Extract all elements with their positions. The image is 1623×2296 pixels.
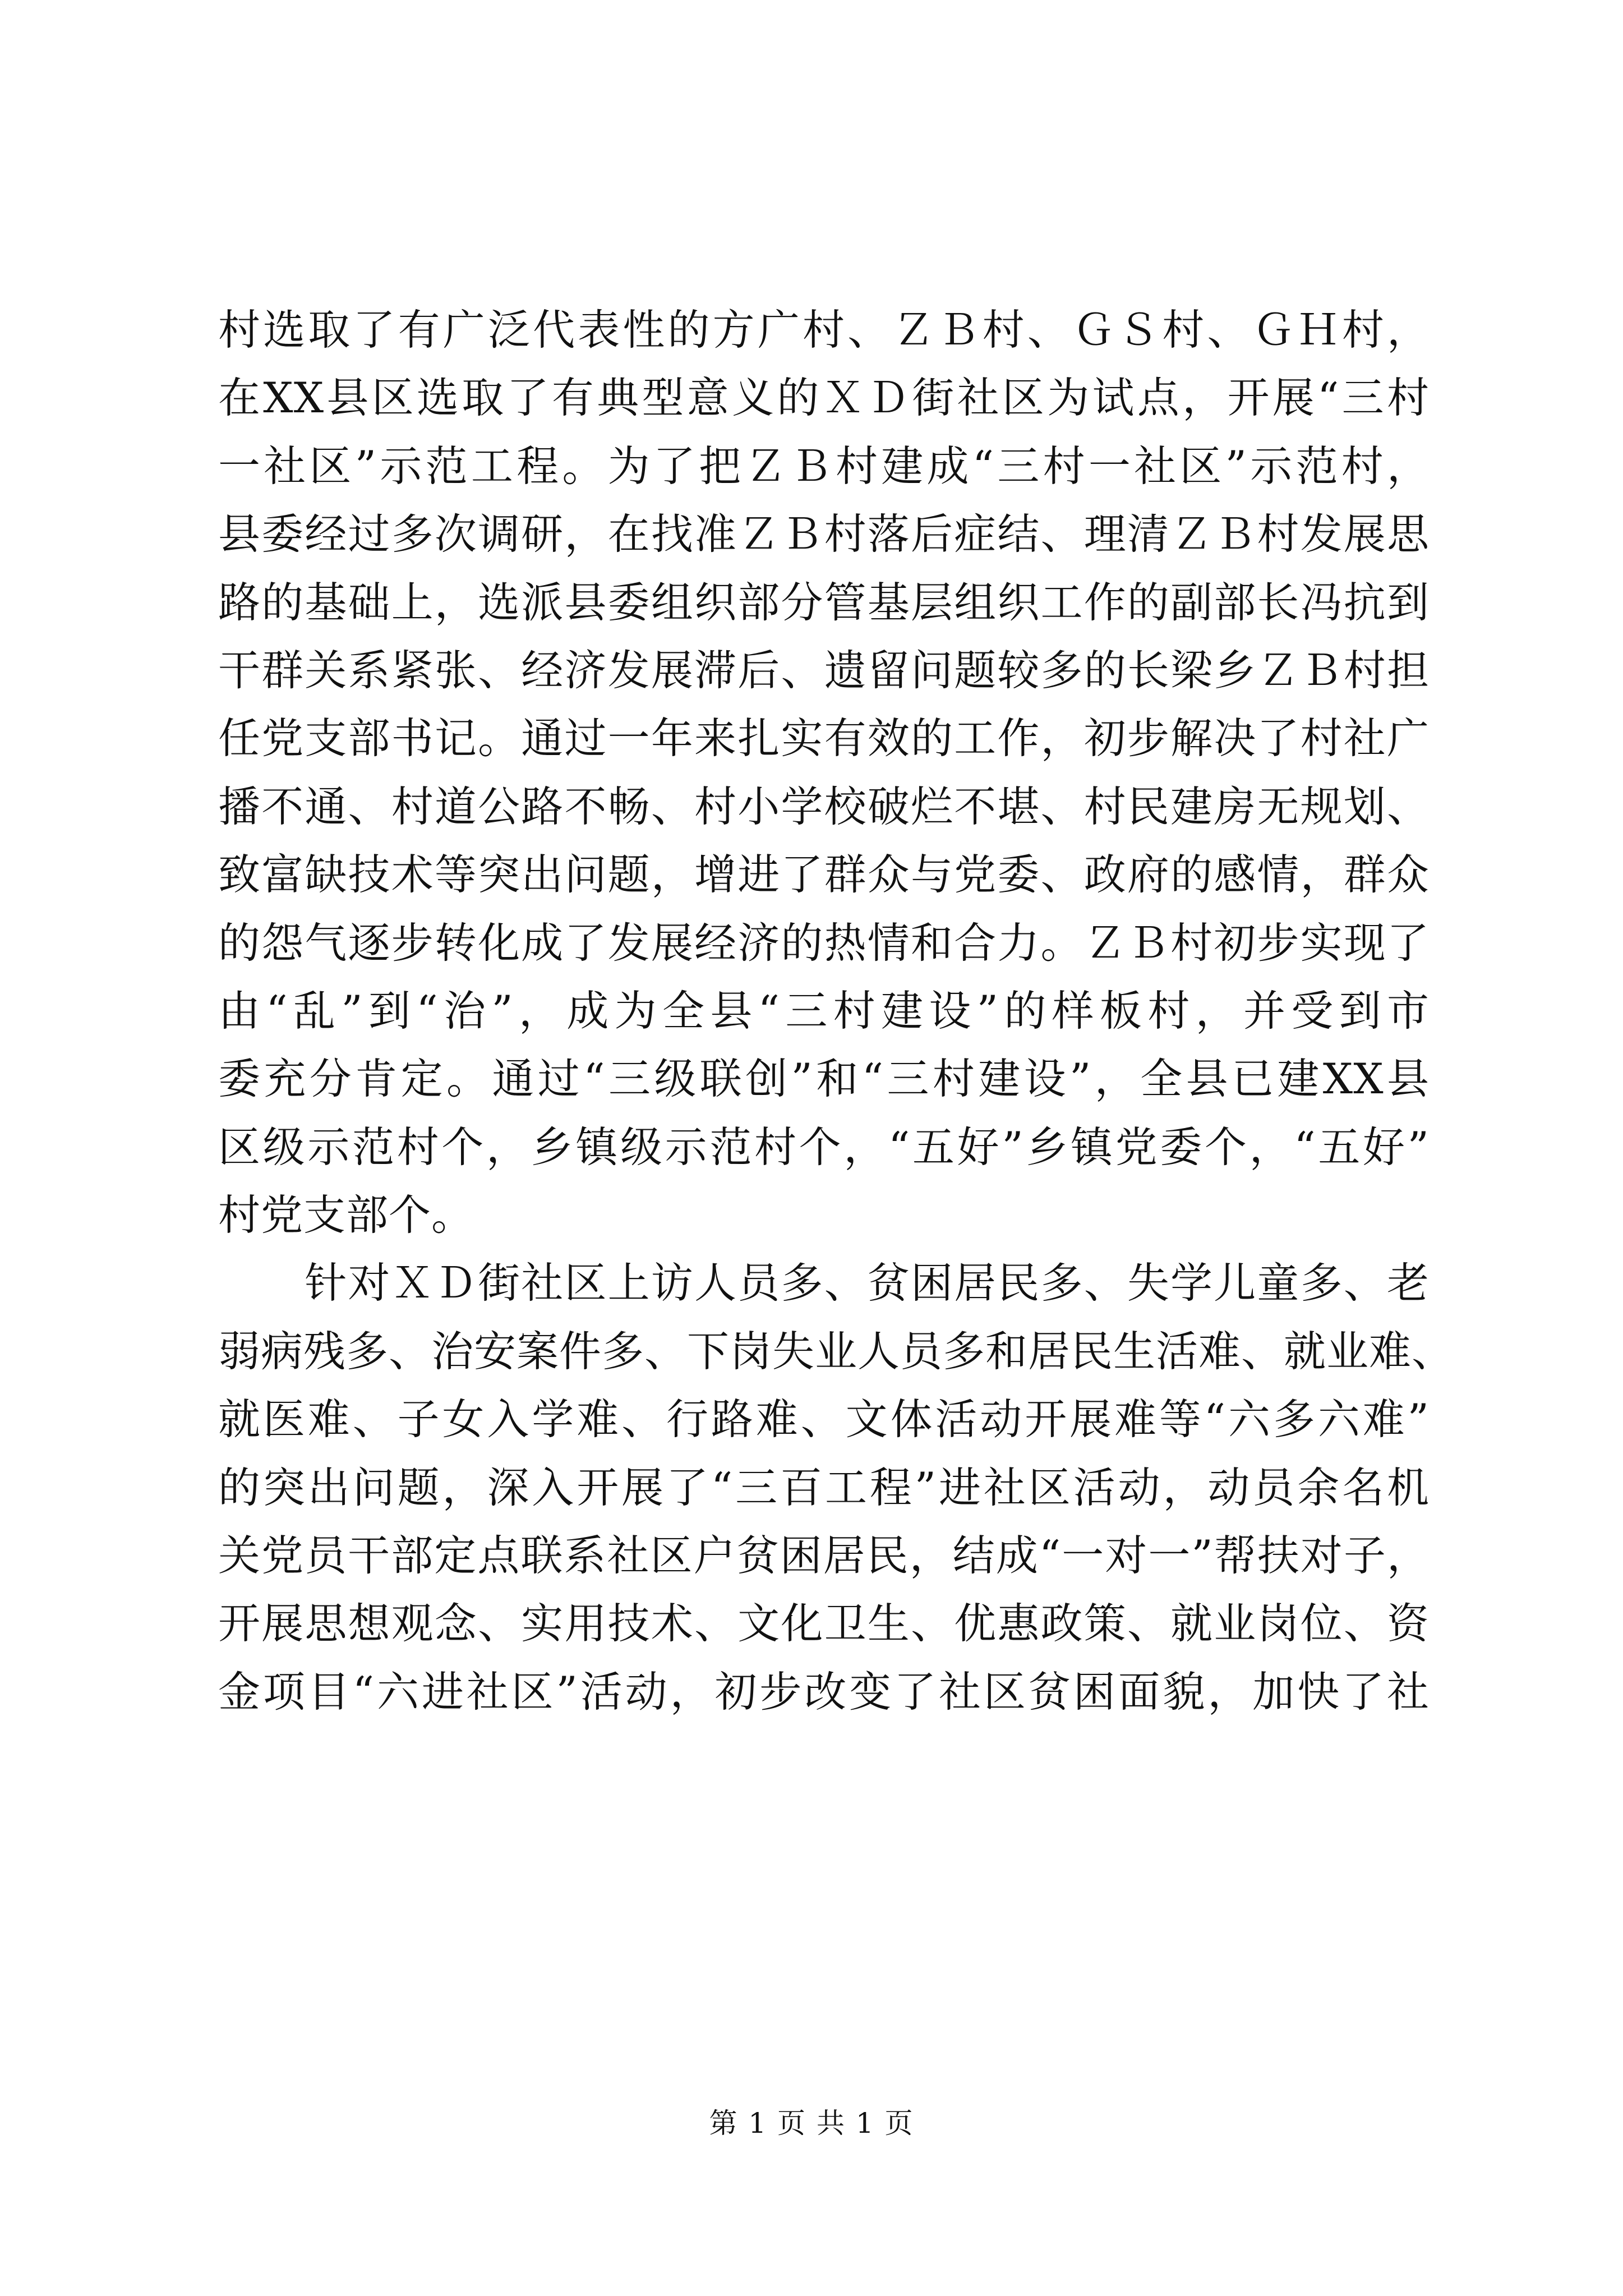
text-line: 任党支部书记。通过一年来扎实有效的工作，初步解决了村社广 [218, 714, 1430, 763]
text-line: 弱病残多、治安案件多、下岗失业人员多和居民生活难、就业难、 [218, 1326, 1455, 1376]
text-line: 针对ＸＤ街社区上访人员多、贫困居民多、失学儿童多、老 [218, 1258, 1430, 1308]
text-line: 在XX县区选取了有典型意义的ＸＤ街社区为试点，开展“三村 [218, 373, 1430, 423]
text-line: 村党支部个。 [218, 1190, 474, 1240]
text-line: 路的基础上，选派县委组织部分管基层组织工作的副部长冯抗到 [218, 577, 1430, 627]
text-line: 由“乱”到“治”，成为全县“三村建设”的样板村，并受到市 [218, 986, 1430, 1036]
page-number-footer: 第 1 页 共 1 页 [709, 2107, 914, 2139]
text-line: 致富缺技术等突出问题，增进了群众与党委、政府的感情，群众 [218, 850, 1430, 900]
text-line: 就医难、子女入学难、行路难、文体活动开展难等“六多六难” [218, 1395, 1430, 1444]
text-line: 委充分肯定。通过“三级联创”和“三村建设”，全县已建XX县 [218, 1054, 1430, 1104]
text-line: 村选取了有广泛代表性的方广村、ＺＢ村、ＧＳ村、ＧＨ村， [218, 305, 1430, 355]
text-line: 的突出问题，深入开展了“三百工程”进社区活动，动员余名机 [218, 1462, 1430, 1512]
text-line: 金项目“六进社区”活动，初步改变了社区贫困面貌，加快了社 [218, 1667, 1430, 1717]
text-line: 播不通、村道公路不畅、村小学校破烂不堪、村民建房无规划、 [218, 781, 1430, 831]
text-line: 开展思想观念、实用技术、文化卫生、优惠政策、就业岗位、资 [218, 1599, 1430, 1649]
text-line: 县委经过多次调研，在找准ＺＢ村落后症结、理清ＺＢ村发展思 [218, 509, 1430, 559]
document-body [218, 296, 1455, 1726]
text-line: 一社区”示范工程。为了把ＺＢ村建成“三村一社区”示范村， [218, 441, 1430, 491]
text-line: 干群关系紧张、经济发展滞后、遗留问题较多的长梁乡ＺＢ村担 [218, 645, 1430, 695]
text-line: 的怨气逐步转化成了发展经济的热情和合力。ＺＢ村初步实现了 [218, 918, 1430, 968]
text-line: 关党员干部定点联系社区户贫困居民，结成“一对一”帮扶对子， [218, 1531, 1430, 1581]
text-line: 区级示范村个，乡镇级示范村个，“五好”乡镇党委个，“五好” [218, 1122, 1430, 1172]
